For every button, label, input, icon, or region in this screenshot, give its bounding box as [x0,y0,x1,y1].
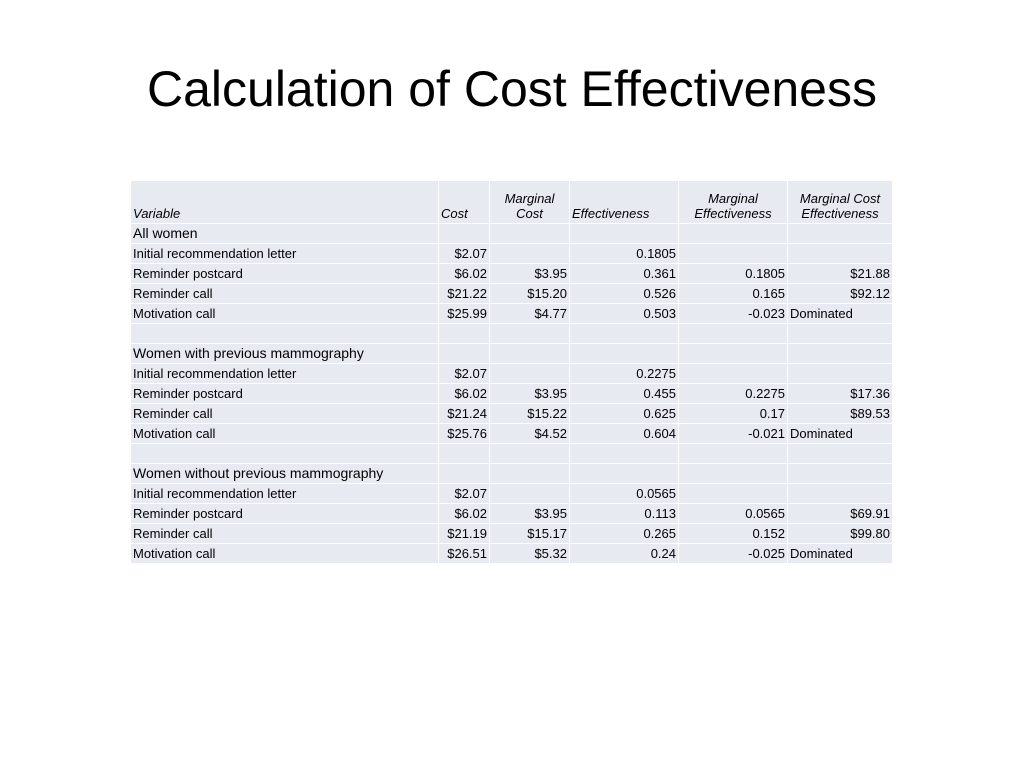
marginal-cost-cell: $15.22 [490,404,570,424]
table-row [131,244,893,264]
empty-cell [679,444,788,464]
marginal-cost-effectiveness-cell [788,244,893,264]
cost-cell: $26.51 [439,544,490,564]
empty-cell [679,344,788,364]
marginal-effectiveness-cell: -0.021 [679,424,788,444]
effectiveness-cell: 0.503 [570,304,679,324]
marginal-cost-effectiveness-cell: Dominated [788,424,893,444]
marginal-cost-cell: $4.77 [490,304,570,324]
empty-cell [490,324,570,344]
empty-cell [788,444,893,464]
marginal-effectiveness-cell: 0.17 [679,404,788,424]
header-effectiveness: Effectiveness [570,181,679,224]
effectiveness-cell: 0.265 [570,524,679,544]
table-row [131,364,893,384]
marginal-cost-effectiveness-cell: $17.36 [788,384,893,404]
marginal-cost-cell [490,364,570,384]
empty-cell [131,444,439,464]
marginal-effectiveness-cell: -0.023 [679,304,788,324]
variable-cell: Initial recommendation letter [131,364,439,384]
marginal-cost-effectiveness-cell: $69.91 [788,504,893,524]
section-label: Women with previous mammography [131,344,439,364]
cost-cell: $2.07 [439,484,490,504]
marginal-cost-cell: $3.95 [490,264,570,284]
empty-cell [439,444,490,464]
cost-cell: $2.07 [439,244,490,264]
cost-cell: $2.07 [439,364,490,384]
header-cost: Cost [439,181,490,224]
variable-cell: Motivation call [131,544,439,564]
empty-cell [570,344,679,364]
spacer-row [131,324,893,344]
effectiveness-cell: 0.113 [570,504,679,524]
variable-cell: Initial recommendation letter [131,484,439,504]
empty-cell [570,224,679,244]
marginal-cost-effectiveness-cell: $99.80 [788,524,893,544]
marginal-cost-effectiveness-cell: $21.88 [788,264,893,284]
cost-cell: $6.02 [439,264,490,284]
effectiveness-cell: 0.24 [570,544,679,564]
empty-cell [788,324,893,344]
marginal-cost-effectiveness-cell [788,484,893,504]
effectiveness-cell: 0.1805 [570,244,679,264]
marginal-effectiveness-cell: 0.165 [679,284,788,304]
effectiveness-cell: 0.2275 [570,364,679,384]
variable-cell: Initial recommendation letter [131,244,439,264]
header-marginal-cost-effectiveness: Marginal Cost Effectiveness [788,181,893,224]
table-row [131,304,893,324]
marginal-effectiveness-cell [679,244,788,264]
empty-cell [439,324,490,344]
marginal-cost-cell: $4.52 [490,424,570,444]
header-row [131,181,893,224]
table-row [131,524,893,544]
cost-cell: $21.24 [439,404,490,424]
marginal-effectiveness-cell: 0.2275 [679,384,788,404]
variable-cell: Reminder call [131,284,439,304]
variable-cell: Reminder call [131,524,439,544]
table-row [131,384,893,404]
marginal-cost-cell: $3.95 [490,504,570,524]
empty-cell [439,464,490,484]
effectiveness-cell: 0.455 [570,384,679,404]
empty-cell [679,324,788,344]
cost-cell: $25.99 [439,304,490,324]
empty-cell [679,464,788,484]
empty-cell [570,444,679,464]
variable-cell: Motivation call [131,424,439,444]
table-body [131,224,893,564]
marginal-effectiveness-cell: 0.152 [679,524,788,544]
cost-cell: $6.02 [439,384,490,404]
cost-cell: $21.22 [439,284,490,304]
cost-cell: $21.19 [439,524,490,544]
empty-cell [490,444,570,464]
marginal-effectiveness-cell [679,484,788,504]
marginal-cost-effectiveness-cell: Dominated [788,304,893,324]
empty-cell [131,324,439,344]
table-row [131,424,893,444]
effectiveness-cell: 0.526 [570,284,679,304]
header-variable: Variable [131,181,439,224]
marginal-cost-effectiveness-cell [788,364,893,384]
empty-cell [439,224,490,244]
cost-cell: $6.02 [439,504,490,524]
variable-cell: Reminder postcard [131,384,439,404]
section-label: Women without previous mammography [131,464,439,484]
effectiveness-cell: 0.361 [570,264,679,284]
table-row [131,284,893,304]
variable-cell: Reminder postcard [131,264,439,284]
marginal-cost-cell: $5.32 [490,544,570,564]
marginal-effectiveness-cell: 0.1805 [679,264,788,284]
marginal-cost-cell: $3.95 [490,384,570,404]
empty-cell [439,344,490,364]
header-marginal-effectiveness: Marginal Effectiveness [679,181,788,224]
table-row [131,504,893,524]
empty-cell [570,324,679,344]
empty-cell [490,464,570,484]
empty-cell [788,224,893,244]
marginal-cost-effectiveness-cell: $92.12 [788,284,893,304]
slide-title: Calculation of Cost Effectiveness [146,61,877,117]
header-marginal-cost: Marginal Cost [490,181,570,224]
empty-cell [570,464,679,484]
effectiveness-cell: 0.625 [570,404,679,424]
empty-cell [788,344,893,364]
table-row [131,404,893,424]
variable-cell: Reminder postcard [131,504,439,524]
effectiveness-cell: 0.604 [570,424,679,444]
effectiveness-cell: 0.0565 [570,484,679,504]
marginal-effectiveness-cell: 0.0565 [679,504,788,524]
variable-cell: Reminder call [131,404,439,424]
spacer-row [131,444,893,464]
cost-cell: $25.76 [439,424,490,444]
table-row [131,264,893,284]
marginal-effectiveness-cell: -0.025 [679,544,788,564]
table-row [131,544,893,564]
empty-cell [490,344,570,364]
section-label: All women [131,224,439,244]
marginal-cost-cell [490,484,570,504]
section-header-row [131,224,893,244]
empty-cell [490,224,570,244]
empty-cell [679,224,788,244]
section-header-row [131,464,893,484]
marginal-cost-cell [490,244,570,264]
marginal-cost-cell: $15.20 [490,284,570,304]
marginal-effectiveness-cell [679,364,788,384]
empty-cell [788,464,893,484]
marginal-cost-effectiveness-cell: Dominated [788,544,893,564]
marginal-cost-cell: $15.17 [490,524,570,544]
section-header-row [131,344,893,364]
table-row [131,484,893,504]
marginal-cost-effectiveness-cell: $89.53 [788,404,893,424]
variable-cell: Motivation call [131,304,439,324]
cost-effectiveness-table [130,180,893,564]
